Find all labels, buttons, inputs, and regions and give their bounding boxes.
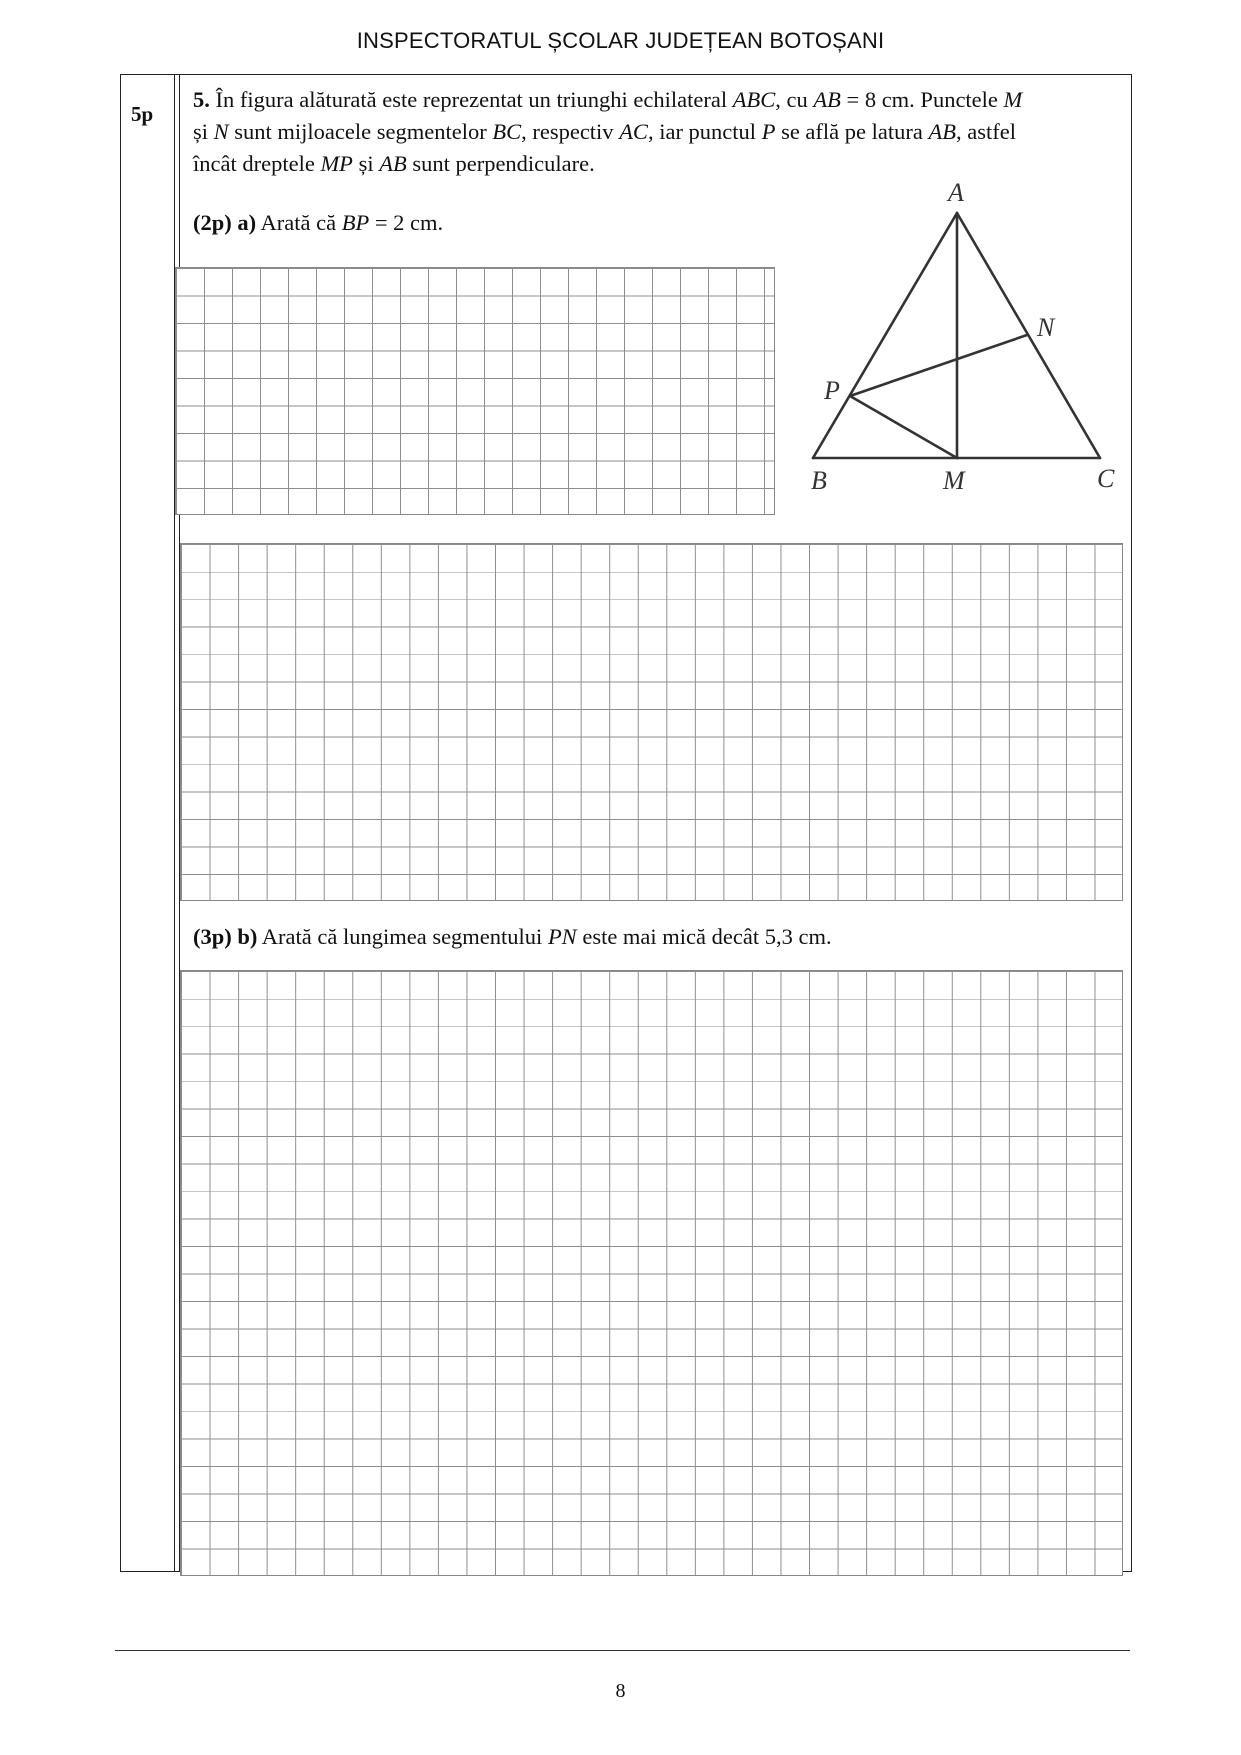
vertex-label-m: M (943, 466, 965, 495)
triangle-diagram (800, 176, 1140, 506)
page-header: INSPECTORATUL ȘCOLAR JUDEȚEAN BOTOȘANI (356, 28, 885, 53)
question-a-label: a) (237, 210, 257, 235)
question-b-label: b) (237, 924, 258, 949)
answer-grid-b[interactable] (180, 970, 1123, 1576)
statement-line-3: încât dreptele MP și AB sunt perpendiculare. (193, 151, 595, 176)
statement-line-2: și N sunt mijloacele segmentelor BC, respectiv AC, iar punctul P se află pe latura AB, astfel (193, 119, 1016, 144)
answer-grid-a-upper[interactable] (175, 267, 775, 515)
footer-divider (115, 1650, 1130, 1651)
side-ab (813, 213, 957, 458)
statement-line-1: 5. În figura alăturată este reprezentat un triunghi echilateral ABC, cu AB = 8 cm. Punctele M (193, 87, 1023, 112)
problem-statement (193, 84, 1118, 180)
problem-number: 5. (193, 87, 210, 112)
vertex-label-n: N (1037, 313, 1055, 342)
question-a: (2p) a) Arată că BP = 2 cm. (193, 210, 444, 235)
triangle-figure (800, 176, 1140, 506)
side-ac (957, 213, 1100, 458)
problem-points: 5p (131, 102, 154, 126)
question-b-points: (3p) (193, 924, 232, 949)
page-number: 8 (615, 1680, 626, 1702)
question-b: (3p) b) Arată că lungimea segmentului PN este mai mică decât 5,3 cm. (193, 924, 832, 949)
vertex-label-b: B (811, 466, 827, 495)
vertex-label-a: A (948, 178, 964, 207)
vertex-label-p: P (824, 376, 840, 405)
segment-pm (850, 396, 957, 458)
question-a-points: (2p) (193, 210, 232, 235)
answer-grid-a-lower[interactable] (180, 543, 1123, 901)
vertex-label-c: C (1097, 464, 1115, 493)
segment-pn (850, 335, 1027, 396)
